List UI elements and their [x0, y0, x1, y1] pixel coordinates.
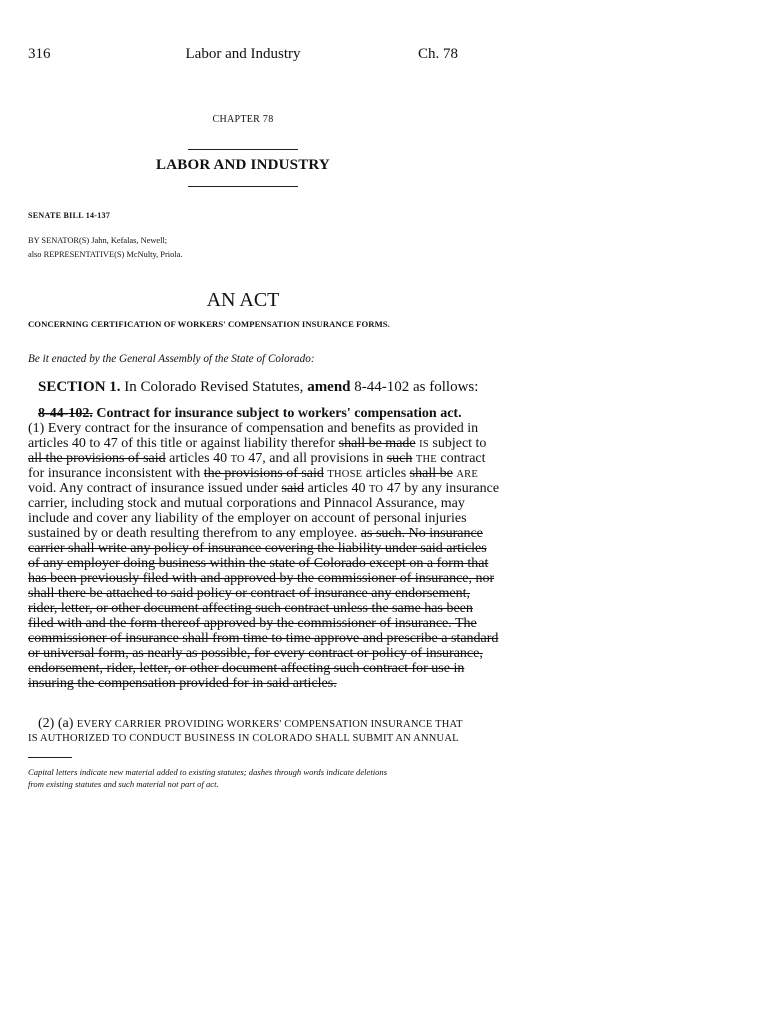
section-text-before: In Colorado Revised Statutes,	[124, 379, 304, 395]
running-head-title: Labor and Industry	[185, 46, 301, 62]
added-text: THOSE	[327, 469, 363, 480]
text-run: 47 by any insurance	[386, 481, 500, 496]
statute-line	[28, 481, 500, 496]
deleted-line: endorsement, rider, letter, or other document affecting such contract for use in	[28, 661, 465, 676]
text-run: sustained by or death resulting therefrom to any employee.	[28, 526, 358, 541]
added-text: TO	[368, 484, 384, 495]
deleted-text: the provisions of said	[203, 466, 324, 481]
sponsors-representatives: also REPRESENTATIVE(S) McNulty, Priola.	[28, 250, 183, 259]
deleted-line: insuring the compensation provided for in said articles.	[28, 676, 337, 691]
paragraph-2	[28, 716, 463, 746]
deleted-line: filed with and the form thereof approved by the commissioner of insurance. The	[28, 616, 477, 631]
text-run: articles 40	[169, 451, 228, 466]
paragraph-2-label: (2) (a)	[38, 716, 74, 731]
deleted-line: carrier shall write any policy of insurance covering the liability under said articles	[28, 541, 487, 556]
text-run: articles	[365, 466, 407, 481]
text-run: articles 40	[307, 481, 366, 496]
section-label: SECTION 1.	[38, 379, 121, 395]
section-heading	[38, 379, 478, 396]
section-amend: amend	[307, 379, 351, 395]
chapter-title: LABOR AND INDUSTRY	[156, 157, 330, 173]
statute-heading-line	[28, 406, 462, 421]
title-rule-top	[188, 149, 298, 150]
deleted-text: shall be	[409, 466, 453, 481]
text-run: articles 40 to 47 of this title or against liability therefor	[28, 436, 336, 451]
text-run: (1) Every contract for the insurance of compensation and benefits as provided in	[28, 421, 479, 436]
concerning-clause: CONCERNING CERTIFICATION OF WORKERS' COMPENSATION INSURANCE FORMS.	[28, 319, 390, 329]
statute-body	[28, 406, 500, 691]
enacting-clause: Be it enacted by the General Assembly of the State of Colorado:	[28, 353, 315, 365]
text-run: for insurance inconsistent with	[28, 466, 201, 481]
deleted-text: as such. No insurance	[360, 526, 483, 541]
paragraph-2-line	[28, 716, 463, 731]
deleted-line: or universal form, as nearly as possible, for every contract or policy of insurance,	[28, 646, 483, 661]
statute-line	[28, 451, 486, 466]
text-run: 47, and all provisions in	[248, 451, 384, 466]
deleted-text: shall be made	[338, 436, 416, 451]
running-head-chapter: Ch. 78	[417, 46, 458, 62]
deleted-line: rider, letter, or other document affecting such contract unless the same has been	[28, 601, 473, 616]
text-run: subject to	[432, 436, 487, 451]
footnote-line: from existing statutes and such material not part of act.	[28, 779, 219, 789]
bill-number: SENATE BILL 14-137	[28, 211, 111, 220]
text-run: void. Any contract of insurance issued under	[28, 481, 278, 496]
statute-line	[28, 526, 483, 541]
added-text: THE	[415, 454, 437, 465]
statute-heading: Contract for insurance subject to workers' compensation act.	[96, 406, 462, 421]
added-text: IS AUTHORIZED TO CONDUCT BUSINESS IN COLORADO SHALL SUBMIT AN ANNUAL	[28, 733, 459, 744]
footnote	[28, 766, 458, 790]
added-text: EVERY CARRIER PROVIDING WORKERS' COMPENSATION INSURANCE THAT	[76, 719, 463, 730]
statute-number: 8-44-102.	[38, 406, 93, 421]
deleted-text: such	[386, 451, 413, 466]
running-head	[28, 46, 458, 66]
deleted-text: all the provisions of said	[28, 451, 166, 466]
statute-line	[28, 466, 478, 481]
deleted-line: shall there be attached to said policy or contract of insurance any endorsement,	[28, 586, 470, 601]
added-text: IS	[419, 439, 429, 450]
title-rule-bottom	[188, 186, 298, 187]
deleted-line: commissioner of insurance shall from time to time approve and prescribe a standard	[28, 631, 499, 646]
footnote-rule	[28, 757, 72, 758]
sponsors-senators: BY SENATOR(S) Jahn, Kefalas, Newell;	[28, 236, 168, 245]
statute-line	[28, 421, 479, 436]
deleted-line: has been previously filed with and approved by the commissioner of insurance, nor	[28, 571, 495, 586]
statute-line	[28, 511, 467, 526]
added-text: TO	[230, 454, 245, 465]
text-run: carrier, including stock and mutual corporations and Pinnacol Assurance, may	[28, 496, 465, 511]
text-run: contract	[440, 451, 486, 466]
chapter-label: CHAPTER 78	[212, 114, 274, 125]
page-number: 316	[28, 46, 51, 62]
statute-line	[28, 436, 487, 451]
act-heading: AN ACT	[206, 289, 280, 311]
added-text: ARE	[456, 469, 478, 480]
sponsors	[28, 234, 182, 262]
text-run: include and cover any liability of the employer on account of personal injuries	[28, 511, 467, 526]
deleted-text: said	[281, 481, 305, 496]
statute-line	[28, 496, 465, 511]
deleted-line: of any employer doing business within the state of Colorado except on a form that	[28, 556, 489, 571]
footnote-line: Capital letters indicate new material added to existing statutes; dashes through words indicate deletions	[28, 767, 388, 777]
section-text-after: 8-44-102 as follows:	[354, 379, 479, 395]
